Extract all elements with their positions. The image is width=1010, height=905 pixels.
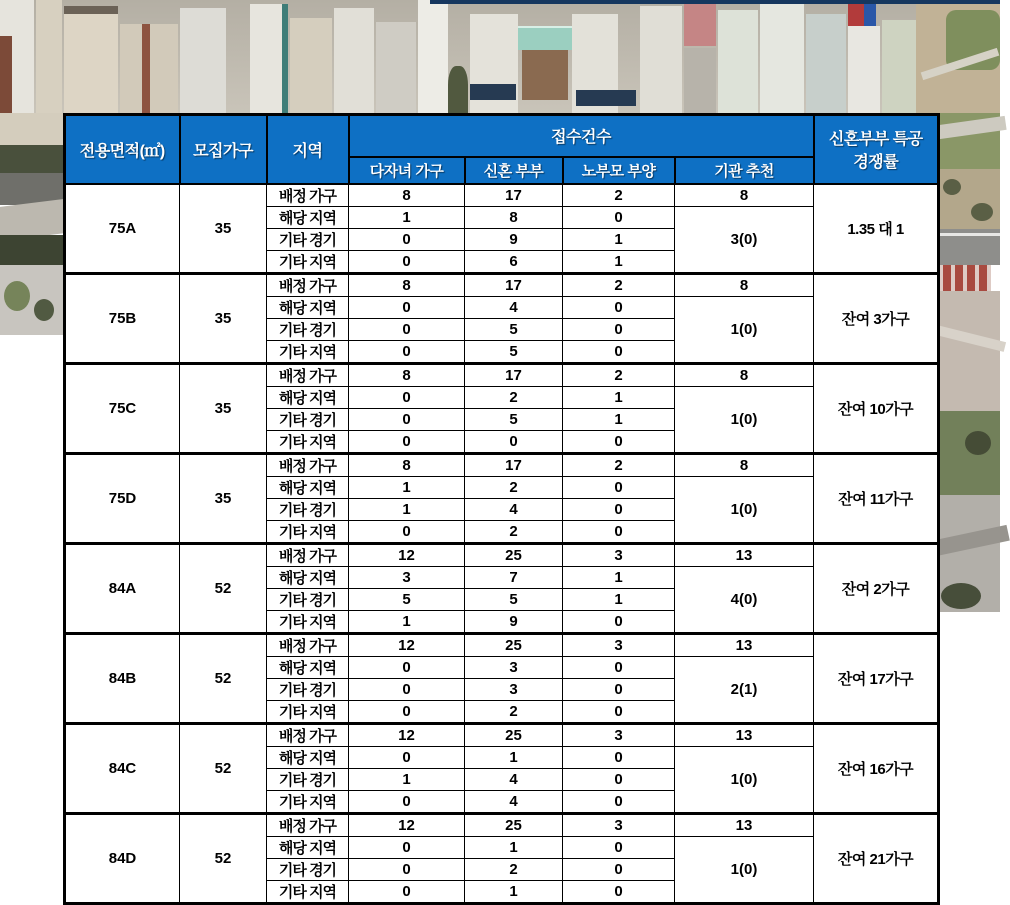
building <box>522 50 568 100</box>
building <box>760 2 804 113</box>
institution-count-cell: 8 <box>675 273 814 296</box>
institution-merged-cell: 1(0) <box>675 836 814 903</box>
region-label-cell: 해당 지역 <box>267 386 349 408</box>
elderly-count-cell: 1 <box>563 250 675 273</box>
multichild-count-cell: 1 <box>349 476 465 498</box>
elderly-count-cell: 1 <box>563 228 675 250</box>
building <box>882 20 916 113</box>
institution-merged-cell: 2(1) <box>675 656 814 723</box>
table-row <box>65 273 939 296</box>
application-table <box>63 113 940 905</box>
institution-count-cell: 13 <box>675 813 814 836</box>
header-units: 모집가구 <box>180 115 267 184</box>
newlywed-count-cell: 3 <box>465 656 563 678</box>
units-cell: 35 <box>180 273 267 363</box>
header-competition-line1: 신혼부부 특공 <box>828 131 923 149</box>
header-elderly-parent: 노부모 부양 <box>563 157 675 184</box>
multichild-count-cell: 0 <box>349 746 465 768</box>
newlywed-count-cell: 1 <box>465 746 563 768</box>
institution-merged-cell: 3(0) <box>675 206 814 273</box>
multichild-count-cell: 8 <box>349 363 465 386</box>
newlywed-count-cell: 25 <box>465 813 563 836</box>
region-label-cell: 배정 가구 <box>267 543 349 566</box>
newlywed-count-cell: 17 <box>465 184 563 207</box>
park-green <box>4 281 30 311</box>
region-label-cell: 해당 지역 <box>267 656 349 678</box>
elderly-count-cell: 0 <box>563 678 675 700</box>
units-cell: 35 <box>180 453 267 543</box>
newlywed-count-cell: 1 <box>465 880 563 903</box>
region-label-cell: 기타 지역 <box>267 880 349 903</box>
competition-cell: 잔여 11가구 <box>814 453 939 543</box>
competition-cell: 잔여 3가구 <box>814 273 939 363</box>
region-label-cell: 기타 경기 <box>267 768 349 790</box>
building <box>64 6 118 113</box>
units-cell: 52 <box>180 723 267 813</box>
newlywed-count-cell: 4 <box>465 498 563 520</box>
sign <box>848 4 864 26</box>
multichild-count-cell: 0 <box>349 880 465 903</box>
trees <box>0 235 63 267</box>
elderly-count-cell: 0 <box>563 700 675 723</box>
multichild-count-cell: 0 <box>349 228 465 250</box>
region-label-cell: 해당 지역 <box>267 476 349 498</box>
area-cell: 84A <box>65 543 180 633</box>
region-label-cell: 기타 지역 <box>267 250 349 273</box>
building <box>684 0 716 46</box>
region-label-cell: 해당 지역 <box>267 746 349 768</box>
multichild-count-cell: 0 <box>349 858 465 880</box>
institution-merged-cell: 4(0) <box>675 566 814 633</box>
elderly-count-cell: 3 <box>563 633 675 656</box>
multichild-count-cell: 0 <box>349 386 465 408</box>
area-cell: 84B <box>65 633 180 723</box>
region-label-cell: 기타 지역 <box>267 340 349 363</box>
plaza <box>935 291 1000 411</box>
newlywed-count-cell: 25 <box>465 633 563 656</box>
trees <box>943 179 961 195</box>
table-row <box>65 184 939 207</box>
multichild-count-cell: 0 <box>349 678 465 700</box>
institution-count-cell: 13 <box>675 543 814 566</box>
header-area: 전용면적(㎡) <box>65 115 180 184</box>
area-cell: 84C <box>65 723 180 813</box>
elderly-count-cell: 2 <box>563 184 675 207</box>
building <box>640 6 682 113</box>
competition-cell: 1.35 대 1 <box>814 184 939 274</box>
grass <box>935 411 1000 495</box>
region-label-cell: 기타 경기 <box>267 318 349 340</box>
building <box>718 10 758 113</box>
table-row <box>65 723 939 746</box>
elderly-count-cell: 0 <box>563 746 675 768</box>
building <box>684 48 716 113</box>
newlywed-count-cell: 17 <box>465 453 563 476</box>
institution-count-cell: 8 <box>675 453 814 476</box>
elderly-count-cell: 0 <box>563 858 675 880</box>
elderly-count-cell: 1 <box>563 588 675 610</box>
newlywed-count-cell: 4 <box>465 790 563 813</box>
institution-merged-cell: 1(0) <box>675 746 814 813</box>
multichild-count-cell: 12 <box>349 723 465 746</box>
newlywed-count-cell: 5 <box>465 318 563 340</box>
elderly-count-cell: 0 <box>563 880 675 903</box>
units-cell: 52 <box>180 633 267 723</box>
multichild-count-cell: 1 <box>349 498 465 520</box>
institution-count-cell: 8 <box>675 184 814 207</box>
area-cell: 84D <box>65 813 180 903</box>
newlywed-count-cell: 5 <box>465 588 563 610</box>
competition-cell: 잔여 2가구 <box>814 543 939 633</box>
building <box>0 113 63 147</box>
elderly-count-cell: 0 <box>563 498 675 520</box>
area-cell: 75B <box>65 273 180 363</box>
newlywed-count-cell: 6 <box>465 250 563 273</box>
units-cell: 52 <box>180 543 267 633</box>
elderly-count-cell: 2 <box>563 363 675 386</box>
elderly-count-cell: 1 <box>563 566 675 588</box>
elderly-count-cell: 0 <box>563 476 675 498</box>
area-cell: 75D <box>65 453 180 543</box>
newlywed-count-cell: 1 <box>465 836 563 858</box>
trees <box>965 431 991 455</box>
header-multichild: 다자녀 가구 <box>349 157 465 184</box>
table-row <box>65 363 939 386</box>
multichild-count-cell: 8 <box>349 184 465 207</box>
aerial-photo-top <box>0 0 1000 113</box>
institution-merged-cell: 1(0) <box>675 476 814 543</box>
institution-count-cell: 13 <box>675 723 814 746</box>
region-label-cell: 배정 가구 <box>267 813 349 836</box>
competition-cell: 잔여 10가구 <box>814 363 939 453</box>
multichild-count-cell: 12 <box>349 543 465 566</box>
table-body <box>65 184 939 904</box>
elderly-count-cell: 1 <box>563 386 675 408</box>
newlywed-count-cell: 9 <box>465 228 563 250</box>
newlywed-count-cell: 2 <box>465 520 563 543</box>
newlywed-count-cell: 17 <box>465 273 563 296</box>
building <box>0 36 12 113</box>
building <box>376 22 416 113</box>
table-row <box>65 453 939 476</box>
solar-panels <box>576 90 636 106</box>
newlywed-count-cell: 25 <box>465 543 563 566</box>
newlywed-count-cell: 5 <box>465 340 563 363</box>
crosswalk <box>939 265 991 291</box>
region-label-cell: 기타 경기 <box>267 858 349 880</box>
institution-count-cell: 8 <box>675 363 814 386</box>
elderly-count-cell: 0 <box>563 768 675 790</box>
solar-panels <box>470 84 516 100</box>
elderly-count-cell: 0 <box>563 656 675 678</box>
header-competition-line2: 경쟁률 <box>853 154 899 172</box>
elderly-count-cell: 3 <box>563 543 675 566</box>
multichild-count-cell: 1 <box>349 768 465 790</box>
region-label-cell: 해당 지역 <box>267 206 349 228</box>
trees <box>971 203 993 221</box>
multichild-count-cell: 12 <box>349 633 465 656</box>
sign <box>864 4 876 26</box>
competition-cell: 잔여 17가구 <box>814 633 939 723</box>
institution-merged-cell: 1(0) <box>675 296 814 363</box>
newlywed-count-cell: 0 <box>465 430 563 453</box>
newlywed-count-cell: 2 <box>465 386 563 408</box>
trees <box>34 299 54 321</box>
multichild-count-cell: 3 <box>349 566 465 588</box>
newlywed-count-cell: 3 <box>465 678 563 700</box>
multichild-count-cell: 1 <box>349 610 465 633</box>
region-label-cell: 배정 가구 <box>267 723 349 746</box>
elderly-count-cell: 0 <box>563 520 675 543</box>
region-label-cell: 해당 지역 <box>267 566 349 588</box>
region-label-cell: 기타 지역 <box>267 430 349 453</box>
building-accent <box>142 24 150 113</box>
aerial-photo-right <box>935 113 1000 612</box>
building <box>290 18 332 113</box>
newlywed-count-cell: 4 <box>465 296 563 318</box>
elderly-count-cell: 2 <box>563 273 675 296</box>
newlywed-count-cell: 17 <box>465 363 563 386</box>
region-label-cell: 기타 지역 <box>267 520 349 543</box>
elderly-count-cell: 0 <box>563 790 675 813</box>
multichild-count-cell: 12 <box>349 813 465 836</box>
elderly-count-cell: 0 <box>563 206 675 228</box>
multichild-count-cell: 0 <box>349 836 465 858</box>
elderly-count-cell: 0 <box>563 318 675 340</box>
multichild-count-cell: 8 <box>349 453 465 476</box>
region-label-cell: 기타 경기 <box>267 678 349 700</box>
elderly-count-cell: 1 <box>563 408 675 430</box>
guardrail <box>935 233 1000 236</box>
multichild-count-cell: 0 <box>349 408 465 430</box>
area-cell: 75A <box>65 184 180 274</box>
header-newlywed: 신혼 부부 <box>465 157 563 184</box>
institution-count-cell: 13 <box>675 633 814 656</box>
multichild-count-cell: 0 <box>349 340 465 363</box>
region-label-cell: 배정 가구 <box>267 633 349 656</box>
multichild-count-cell: 1 <box>349 206 465 228</box>
region-label-cell: 기타 경기 <box>267 588 349 610</box>
roof <box>64 6 118 14</box>
institution-merged-cell: 1(0) <box>675 386 814 453</box>
competition-cell: 잔여 16가구 <box>814 723 939 813</box>
region-label-cell: 기타 지역 <box>267 700 349 723</box>
newlywed-count-cell: 8 <box>465 206 563 228</box>
elderly-count-cell: 0 <box>563 836 675 858</box>
table-row <box>65 543 939 566</box>
park <box>935 169 1000 229</box>
trees <box>941 583 981 609</box>
newlywed-count-cell: 2 <box>465 700 563 723</box>
region-label-cell: 기타 경기 <box>267 228 349 250</box>
newlywed-count-cell: 7 <box>465 566 563 588</box>
multichild-count-cell: 8 <box>349 273 465 296</box>
region-label-cell: 기타 지역 <box>267 610 349 633</box>
region-label-cell: 기타 경기 <box>267 498 349 520</box>
units-cell: 35 <box>180 363 267 453</box>
table-row <box>65 813 939 836</box>
newlywed-count-cell: 2 <box>465 476 563 498</box>
newlywed-count-cell: 4 <box>465 768 563 790</box>
region-label-cell: 배정 가구 <box>267 273 349 296</box>
newlywed-count-cell: 25 <box>465 723 563 746</box>
units-cell: 35 <box>180 184 267 274</box>
region-label-cell: 배정 가구 <box>267 184 349 207</box>
region-label-cell: 배정 가구 <box>267 363 349 386</box>
roof <box>518 26 572 50</box>
building <box>180 8 226 113</box>
region-label-cell: 기타 지역 <box>267 790 349 813</box>
competition-cell: 잔여 21가구 <box>814 813 939 903</box>
region-label-cell: 배정 가구 <box>267 453 349 476</box>
newlywed-count-cell: 2 <box>465 858 563 880</box>
header-region: 지역 <box>267 115 349 184</box>
multichild-count-cell: 0 <box>349 250 465 273</box>
elderly-count-cell: 2 <box>563 453 675 476</box>
region-label-cell: 해당 지역 <box>267 296 349 318</box>
header-competition <box>814 115 939 184</box>
elderly-count-cell: 0 <box>563 296 675 318</box>
multichild-count-cell: 0 <box>349 430 465 453</box>
building <box>806 14 846 113</box>
trees <box>0 145 63 175</box>
region-label-cell: 기타 경기 <box>267 408 349 430</box>
building <box>36 0 62 113</box>
aerial-photo-left <box>0 113 63 335</box>
multichild-count-cell: 0 <box>349 790 465 813</box>
building <box>334 8 374 113</box>
trees <box>448 66 468 113</box>
building-accent <box>282 4 288 113</box>
area-cell: 75C <box>65 363 180 453</box>
multichild-count-cell: 0 <box>349 656 465 678</box>
elderly-count-cell: 0 <box>563 610 675 633</box>
multichild-count-cell: 5 <box>349 588 465 610</box>
region-label-cell: 해당 지역 <box>267 836 349 858</box>
newlywed-count-cell: 9 <box>465 610 563 633</box>
building <box>848 26 880 113</box>
header-institution: 기관 추천 <box>675 157 814 184</box>
sky-strip <box>430 0 1000 4</box>
multichild-count-cell: 0 <box>349 296 465 318</box>
elderly-count-cell: 3 <box>563 813 675 836</box>
multichild-count-cell: 0 <box>349 318 465 340</box>
newlywed-count-cell: 5 <box>465 408 563 430</box>
header-applications: 접수건수 <box>349 115 814 157</box>
multichild-count-cell: 0 <box>349 520 465 543</box>
units-cell: 52 <box>180 813 267 903</box>
table-row <box>65 633 939 656</box>
elderly-count-cell: 0 <box>563 430 675 453</box>
building <box>418 0 448 113</box>
elderly-count-cell: 0 <box>563 340 675 363</box>
multichild-count-cell: 0 <box>349 700 465 723</box>
elderly-count-cell: 3 <box>563 723 675 746</box>
